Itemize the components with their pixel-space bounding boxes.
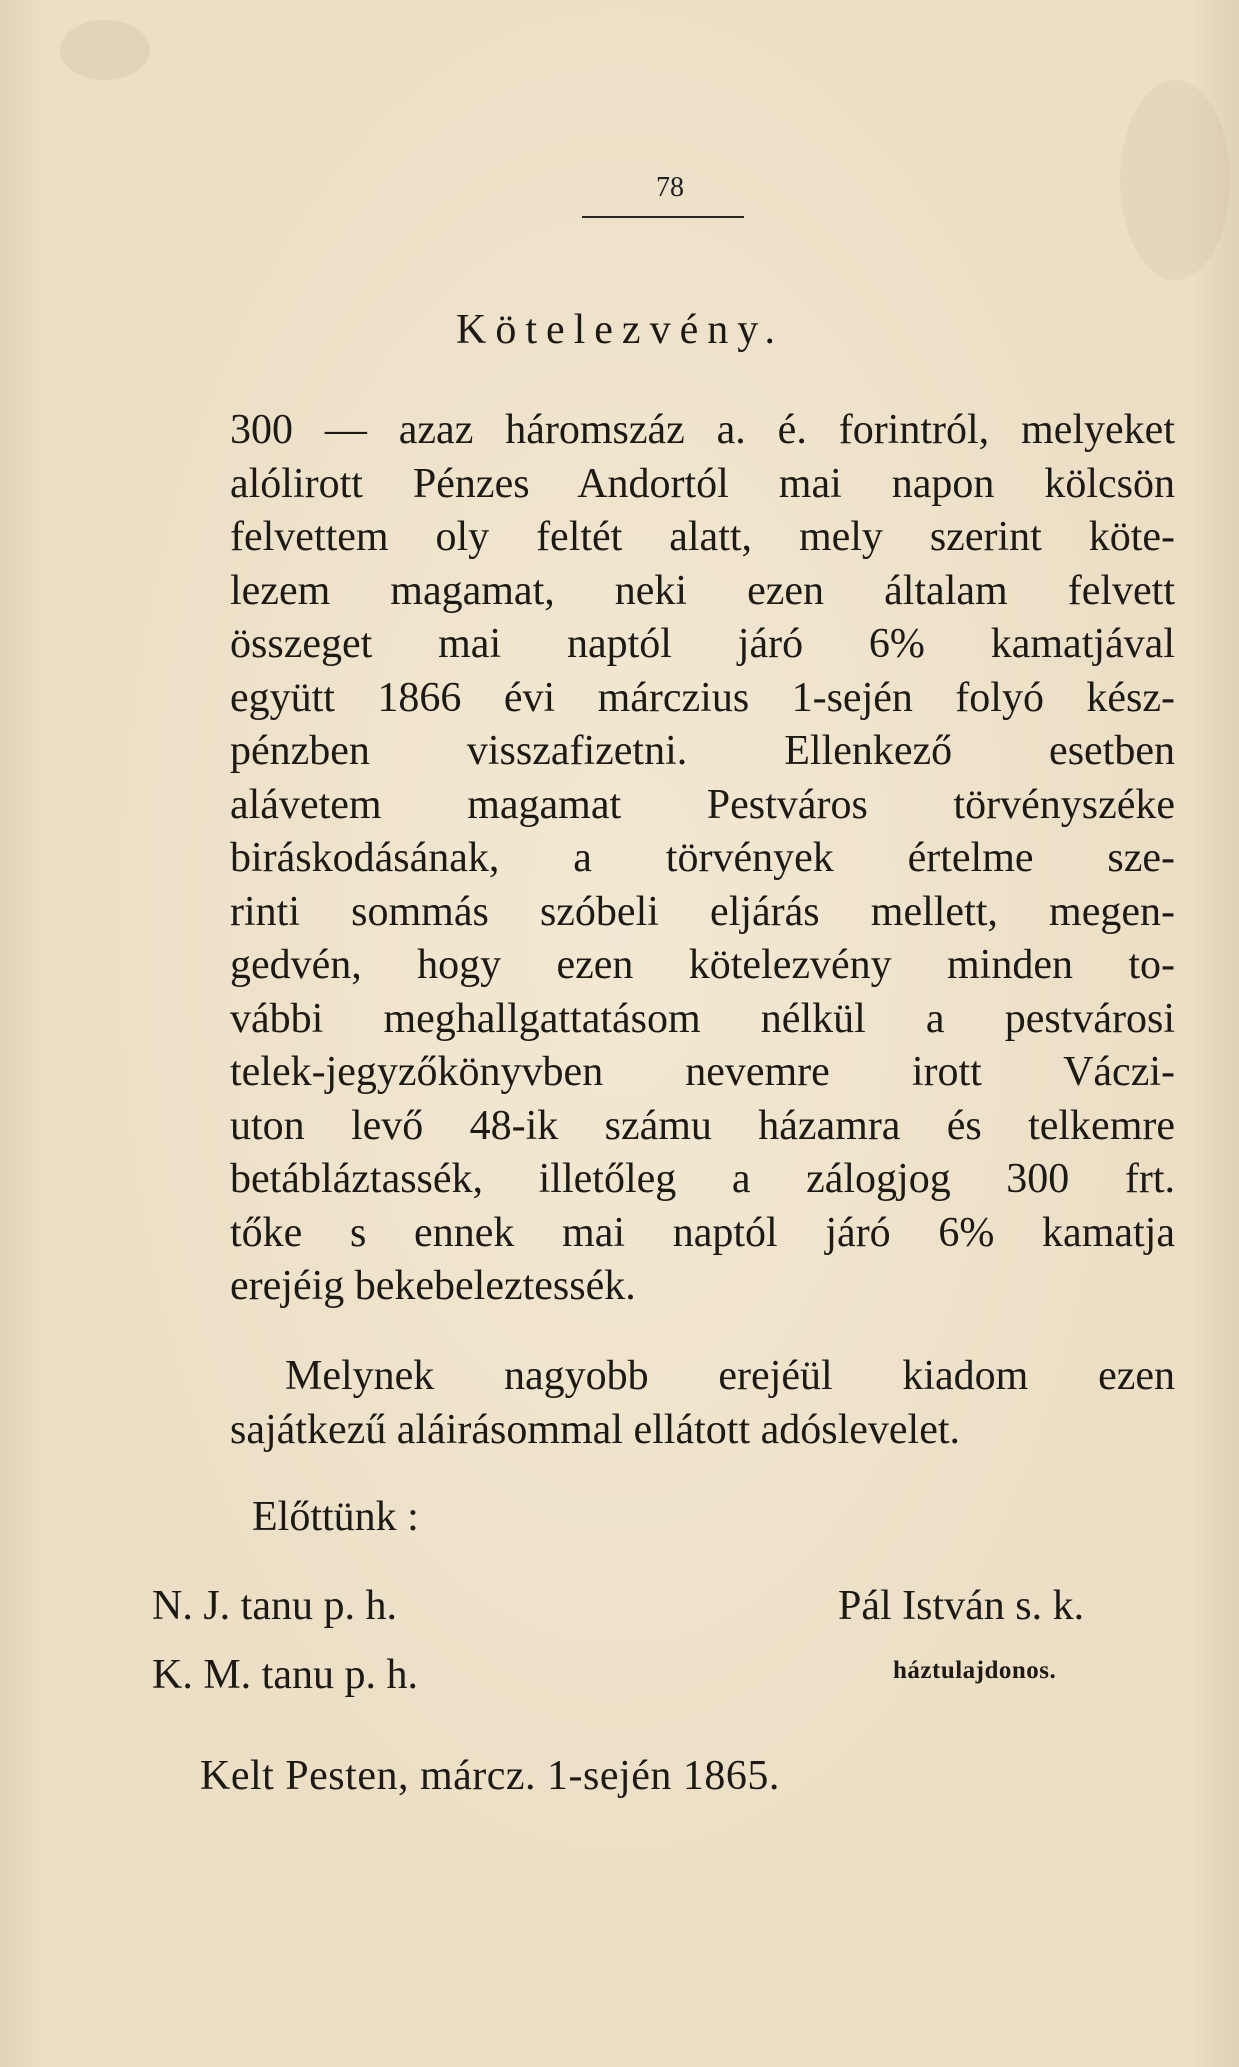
text-line: telek-jegyzőkönyvben nevemre irott Váczi-	[230, 1049, 1175, 1095]
text-line: tőke s ennek mai naptól járó 6% kamatja	[230, 1209, 1175, 1256]
text-line: együtt 1866 évi márczius 1-sején folyó kész-	[230, 674, 1175, 721]
text-line: alólirott Pénzes Andortól mai napon kölcsön	[230, 460, 1175, 507]
closing-paragraph	[230, 1350, 1175, 1457]
text-line: összeget mai naptól járó 6% kamatjával	[230, 621, 1175, 667]
text-line: rinti sommás szóbeli eljárás mellett, megen-	[230, 888, 1175, 935]
text-line: vábbi meghallgattatásom nélkül a pestvárosi	[230, 995, 1175, 1042]
text-line: alávetem magamat Pestváros törvényszéke	[230, 781, 1175, 828]
document-heading: Kötelezvény.	[455, 307, 784, 353]
page-number: 78	[656, 172, 684, 203]
header-rule	[582, 216, 744, 218]
paper-stain	[60, 20, 150, 80]
signer-name: Pál István s. k.	[838, 1583, 1085, 1629]
text-line: sajátkezű aláirásommal ellátott adóslevelet.	[230, 1406, 961, 1453]
text-line: gedvén, hogy ezen kötelezvény minden to-	[230, 942, 1175, 988]
text-line: erejéig bekebeleztessék.	[230, 1263, 636, 1309]
witness-1: N. J. tanu p. h.	[152, 1583, 397, 1629]
text-line: Melynek nagyobb erejéül kiadom ezen	[285, 1353, 1175, 1399]
dateline: Kelt Pesten, márcz. 1-sején 1865.	[200, 1753, 780, 1799]
text-line: pénzben visszafizetni. Ellenkező esetben	[230, 728, 1175, 774]
text-line: felvettem oly feltét alatt, mely szerint köte-	[230, 514, 1175, 560]
text-line: 300 — azaz háromszáz a. é. forintról, melyeket	[230, 407, 1175, 453]
witnesses-label: Előttünk :	[252, 1494, 419, 1540]
paper-stain	[1120, 80, 1230, 280]
signer-title: háztulajdonos.	[893, 1657, 1057, 1684]
witness-2: K. M. tanu p. h.	[152, 1652, 418, 1698]
text-line: betábláztassék, illetőleg a zálogjog 300 frt.	[230, 1156, 1175, 1202]
body-paragraph	[230, 404, 1175, 1314]
text-line: biráskodásának, a törvények értelme sze-	[230, 835, 1175, 881]
text-line: uton levő 48-ik számu házamra és telkemre	[230, 1102, 1175, 1149]
text-line: lezem magamat, neki ezen általam felvett	[230, 567, 1175, 614]
